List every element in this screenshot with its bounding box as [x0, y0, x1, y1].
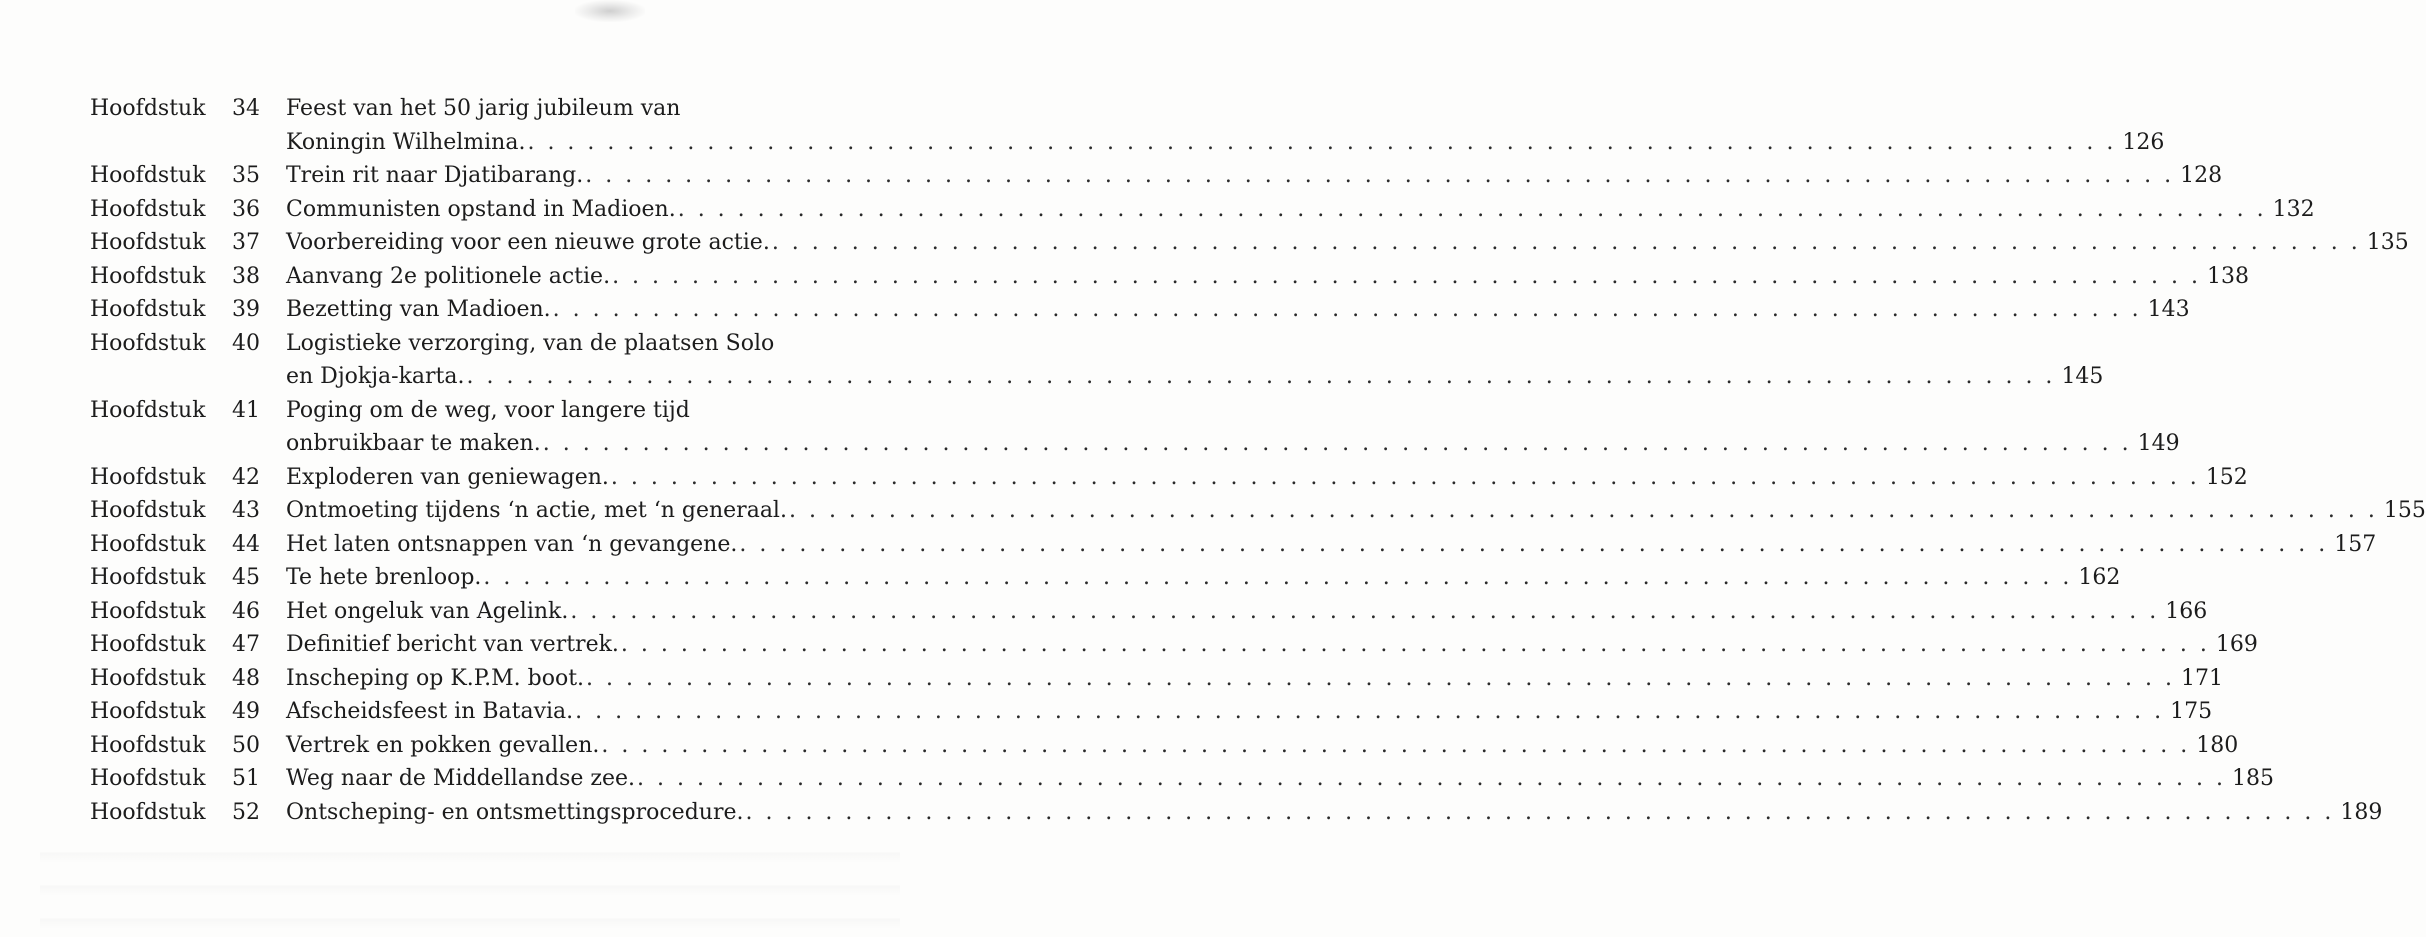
- toc-entry: [90, 394, 2180, 461]
- title-text: Bezetting van Madioen.: [286, 297, 551, 322]
- page-number: 128: [2180, 163, 2223, 188]
- chapter-word: Hoofdstuk: [90, 263, 206, 289]
- scan-smudge: [575, 0, 645, 22]
- chapter-label: [90, 293, 286, 327]
- chapter-label: [90, 159, 286, 193]
- chapter-word: Hoofdstuk: [90, 665, 206, 691]
- page-number: 169: [2215, 632, 2258, 657]
- dot-leader: . . . . . . . . . . . . . . . . . . . . . . . . . . . . . . . . . . . . . . . . . . . . . . . . . . . . . . . . . . . . . . . . . . . . . . . . . . . . . . . .: [601, 732, 2191, 758]
- chapter-word: Hoofdstuk: [90, 565, 206, 590]
- title-line-last: [286, 193, 2315, 227]
- title-text: Weg naar de Middellandse zee.: [286, 766, 636, 791]
- chapter-title: [286, 662, 2223, 696]
- chapter-word: Hoofdstuk: [90, 699, 206, 724]
- page-number: 126: [2122, 129, 2165, 155]
- table-of-contents: [90, 92, 2426, 829]
- chapter-title: [286, 494, 2426, 528]
- chapter-word: Hoofdstuk: [90, 766, 206, 791]
- chapter-number: 40: [232, 330, 260, 356]
- title-line-last: [286, 595, 2208, 629]
- title-text: Voorbereiding voor een nieuwe grote actie.: [286, 230, 770, 255]
- title-text-continued: onbruikbaar te maken.: [286, 431, 541, 456]
- chapter-label: [90, 461, 286, 495]
- page-number: 143: [2147, 297, 2190, 322]
- chapter-number: 38: [232, 263, 260, 289]
- title-line-last: [286, 427, 2180, 461]
- chapter-label: [90, 226, 286, 260]
- title-line-last: [286, 662, 2223, 696]
- title-line-last: [286, 796, 2383, 830]
- toc-entry: [90, 327, 2104, 394]
- page-bleed-through: [40, 830, 900, 930]
- chapter-title: [286, 327, 2104, 394]
- page-number: 166: [2165, 598, 2208, 624]
- chapter-label: [90, 729, 286, 763]
- chapter-number: 35: [232, 163, 260, 188]
- title-line-last: [286, 226, 2409, 260]
- dot-leader: . . . . . . . . . . . . . . . . . . . . . . . . . . . . . . . . . . . . . . . . . . . . . . . . . . . . . . . . . . . . . . . . . . . . . . . . . . . . . . . .: [739, 531, 2329, 557]
- chapter-number: 39: [232, 297, 260, 322]
- chapter-label: [90, 628, 286, 662]
- chapter-word: Hoofdstuk: [90, 330, 206, 356]
- title-line-last: [286, 360, 2104, 394]
- chapter-word: Hoofdstuk: [90, 498, 206, 523]
- chapter-title: [286, 461, 2248, 495]
- chapter-word: Hoofdstuk: [90, 464, 206, 490]
- chapter-title: [286, 159, 2223, 193]
- toc-entry: [90, 92, 2165, 159]
- chapter-number: 41: [232, 397, 260, 423]
- page-number: 152: [2205, 464, 2248, 490]
- title-text: Ontscheping- en ontsmettingsprocedure.: [286, 799, 744, 825]
- title-text: Logistieke verzorging, van de plaatsen Solo: [286, 330, 775, 356]
- toc-entry: [90, 561, 2121, 595]
- chapter-title: [286, 762, 2274, 796]
- toc-entry: [90, 762, 2274, 796]
- chapter-number: 44: [232, 531, 260, 557]
- title-text: Het ongeluk van Agelink.: [286, 598, 569, 624]
- toc-entry: [90, 662, 2223, 696]
- chapter-label: [90, 92, 286, 126]
- toc-entry: [90, 461, 2248, 495]
- dot-leader: . . . . . . . . . . . . . . . . . . . . . . . . . . . . . . . . . . . . . . . . . . . . . . . . . . . . . . . . . . . . . . . . . . . . . . . . . . . . . . . .: [575, 699, 2165, 724]
- toc-entry: [90, 595, 2208, 629]
- page-number: 180: [2196, 732, 2239, 758]
- chapter-number: 47: [232, 632, 260, 657]
- title-line-last: [286, 528, 2377, 562]
- chapter-number: 50: [232, 732, 260, 758]
- chapter-title: [286, 595, 2208, 629]
- chapter-word: Hoofdstuk: [90, 531, 206, 557]
- chapter-label: [90, 762, 286, 796]
- title-text: Inscheping op K.P.M. boot.: [286, 665, 585, 691]
- chapter-number: 52: [232, 799, 260, 825]
- toc-entry: [90, 293, 2190, 327]
- dot-leader: . . . . . . . . . . . . . . . . . . . . . . . . . . . . . . . . . . . . . . . . . . . . . . . . . . . . . . . . . . . . . . . . . . . . . . . . . . . . . . . .: [620, 632, 2210, 657]
- chapter-label: [90, 327, 286, 361]
- chapter-word: Hoofdstuk: [90, 230, 206, 255]
- chapter-label: [90, 662, 286, 696]
- dot-leader: . . . . . . . . . . . . . . . . . . . . . . . . . . . . . . . . . . . . . . . . . . . . . . . . . . . . . . . . . . . . . . . . . . . . . . . . . . . . . . . .: [552, 297, 2142, 322]
- chapter-number: 34: [232, 96, 260, 121]
- dot-leader: . . . . . . . . . . . . . . . . . . . . . . . . . . . . . . . . . . . . . . . . . . . . . . . . . . . . . . . . . . . . . . . . . . . . . . . . . . . . . . . .: [542, 431, 2132, 456]
- title-text: Het laten ontsnappen van ‘n gevangene.: [286, 531, 738, 557]
- toc-entry: [90, 226, 2409, 260]
- chapter-number: 43: [232, 498, 260, 523]
- toc-entry: [90, 528, 2377, 562]
- toc-entry: [90, 494, 2426, 528]
- title-line-last: [286, 159, 2223, 193]
- dot-leader: . . . . . . . . . . . . . . . . . . . . . . . . . . . . . . . . . . . . . . . . . . . . . . . . . . . . . . . . . . . . . . . . . . . . . . . . . . . . . . . .: [612, 263, 2201, 289]
- title-text-continued: en Djokja-karta.: [286, 364, 465, 389]
- title-line-last: [286, 494, 2426, 528]
- title-text: Definitief bericht van vertrek.: [286, 632, 619, 657]
- chapter-number: 36: [232, 196, 260, 222]
- chapter-word: Hoofdstuk: [90, 397, 206, 423]
- dot-leader: . . . . . . . . . . . . . . . . . . . . . . . . . . . . . . . . . . . . . . . . . . . . . . . . . . . . . . . . . . . . . . . . . . . . . . . . . . . . . . . .: [527, 129, 2117, 155]
- chapter-title: [286, 528, 2377, 562]
- title-line: [286, 394, 880, 428]
- dot-leader: . . . . . . . . . . . . . . . . . . . . . . . . . . . . . . . . . . . . . . . . . . . . . . . . . . . . . . . . . . . . . . . . . . . . . . . . . . . . . . . .: [610, 464, 2200, 490]
- page-number: 175: [2170, 699, 2213, 724]
- title-line-last: [286, 762, 2274, 796]
- chapter-title: [286, 394, 2180, 461]
- page-number: 132: [2272, 196, 2315, 222]
- page-number: 155: [2383, 498, 2426, 523]
- chapter-label: [90, 695, 286, 729]
- chapter-title: [286, 561, 2121, 595]
- chapter-title: [286, 695, 2213, 729]
- chapter-number: 37: [232, 230, 260, 255]
- title-line: [286, 92, 880, 126]
- toc-entry: [90, 628, 2258, 662]
- chapter-label: [90, 528, 286, 562]
- toc-entry: [90, 796, 2383, 830]
- chapter-word: Hoofdstuk: [90, 732, 206, 758]
- chapter-word: Hoofdstuk: [90, 598, 206, 624]
- toc-entry: [90, 260, 2249, 294]
- chapter-title: [286, 226, 2409, 260]
- title-text: Exploderen van geniewagen.: [286, 464, 609, 490]
- dot-leader: . . . . . . . . . . . . . . . . . . . . . . . . . . . . . . . . . . . . . . . . . . . . . . . . . . . . . . . . . . . . . . . . . . . . . . . . . . . . . . . .: [585, 163, 2175, 188]
- dot-leader: . . . . . . . . . . . . . . . . . . . . . . . . . . . . . . . . . . . . . . . . . . . . . . . . . . . . . . . . . . . . . . . . . . . . . . . . . . . . . . . .: [483, 565, 2073, 590]
- page-number: 157: [2334, 531, 2377, 557]
- title-text: Feest van het 50 jarig jubileum van: [286, 96, 681, 121]
- title-text: Ontmoeting tijdens ‘n actie, met ‘n generaal.: [286, 498, 787, 523]
- title-line-last: [286, 561, 2121, 595]
- chapter-title: [286, 193, 2315, 227]
- chapter-label: [90, 561, 286, 595]
- page-number: 145: [2061, 364, 2104, 389]
- page-number: 162: [2078, 565, 2121, 590]
- dot-leader: . . . . . . . . . . . . . . . . . . . . . . . . . . . . . . . . . . . . . . . . . . . . . . . . . . . . . . . . . . . . . . . . . . . . . . . . . . . . . . . .: [586, 665, 2175, 691]
- dot-leader: . . . . . . . . . . . . . . . . . . . . . . . . . . . . . . . . . . . . . . . . . . . . . . . . . . . . . . . . . . . . . . . . . . . . . . . . . . . . . . . .: [570, 598, 2160, 624]
- dot-leader: . . . . . . . . . . . . . . . . . . . . . . . . . . . . . . . . . . . . . . . . . . . . . . . . . . . . . . . . . . . . . . . . . . . . . . . . . . . . . . . .: [637, 766, 2226, 791]
- chapter-title: [286, 260, 2249, 294]
- chapter-label: [90, 494, 286, 528]
- title-line-last: [286, 695, 2213, 729]
- page-number: 185: [2231, 766, 2274, 791]
- title-line-last: [286, 126, 2165, 160]
- title-text: Trein rit naar Djatibarang.: [286, 163, 584, 188]
- toc-entry: [90, 159, 2223, 193]
- dot-leader: . . . . . . . . . . . . . . . . . . . . . . . . . . . . . . . . . . . . . . . . . . . . . . . . . . . . . . . . . . . . . . . . . . . . . . . . . . . . . . . .: [788, 498, 2378, 523]
- chapter-label: [90, 595, 286, 629]
- dot-leader: . . . . . . . . . . . . . . . . . . . . . . . . . . . . . . . . . . . . . . . . . . . . . . . . . . . . . . . . . . . . . . . . . . . . . . . . . . . . . . . .: [771, 230, 2361, 255]
- chapter-title: [286, 729, 2239, 763]
- dot-leader: . . . . . . . . . . . . . . . . . . . . . . . . . . . . . . . . . . . . . . . . . . . . . . . . . . . . . . . . . . . . . . . . . . . . . . . . . . . . . . . .: [677, 196, 2267, 222]
- title-text: Aanvang 2e politionele actie.: [286, 263, 611, 289]
- chapter-word: Hoofdstuk: [90, 297, 206, 322]
- title-text: Te hete brenloop.: [286, 565, 482, 590]
- chapter-word: Hoofdstuk: [90, 163, 206, 188]
- page-number: 138: [2206, 263, 2249, 289]
- dot-leader: . . . . . . . . . . . . . . . . . . . . . . . . . . . . . . . . . . . . . . . . . . . . . . . . . . . . . . . . . . . . . . . . . . . . . . . . . . . . . . . .: [745, 799, 2335, 825]
- chapter-label: [90, 260, 286, 294]
- page-number: 189: [2340, 799, 2383, 825]
- chapter-title: [286, 628, 2258, 662]
- page-number: 171: [2180, 665, 2223, 691]
- toc-entry: [90, 729, 2239, 763]
- chapter-word: Hoofdstuk: [90, 196, 206, 222]
- page-number: 135: [2366, 230, 2409, 255]
- title-line-last: [286, 260, 2249, 294]
- chapter-number: 49: [232, 699, 260, 724]
- chapter-number: 42: [232, 464, 260, 490]
- chapter-word: Hoofdstuk: [90, 96, 206, 121]
- chapter-label: [90, 394, 286, 428]
- toc-entry: [90, 193, 2315, 227]
- chapter-number: 48: [232, 665, 260, 691]
- title-line: [286, 327, 880, 361]
- title-text: Communisten opstand in Madioen.: [286, 196, 676, 222]
- chapter-title: [286, 293, 2190, 327]
- chapter-title: [286, 92, 2165, 159]
- title-text: Poging om de weg, voor langere tijd: [286, 397, 690, 423]
- page-number: 149: [2137, 431, 2180, 456]
- chapter-word: Hoofdstuk: [90, 632, 206, 657]
- chapter-number: 45: [232, 565, 260, 590]
- title-line-last: [286, 628, 2258, 662]
- toc-entry: [90, 695, 2213, 729]
- chapter-label: [90, 796, 286, 830]
- title-text-continued: Koningin Wilhelmina.: [286, 129, 526, 155]
- chapter-number: 46: [232, 598, 260, 624]
- title-line-last: [286, 729, 2239, 763]
- title-line-last: [286, 293, 2190, 327]
- title-line-last: [286, 461, 2248, 495]
- chapter-number: 51: [232, 766, 260, 791]
- chapter-title: [286, 796, 2383, 830]
- title-text: Afscheidsfeest in Batavia.: [286, 699, 574, 724]
- title-text: Vertrek en pokken gevallen.: [286, 732, 600, 758]
- chapter-label: [90, 193, 286, 227]
- chapter-word: Hoofdstuk: [90, 799, 206, 825]
- dot-leader: . . . . . . . . . . . . . . . . . . . . . . . . . . . . . . . . . . . . . . . . . . . . . . . . . . . . . . . . . . . . . . . . . . . . . . . . . . . . . . . .: [466, 364, 2056, 389]
